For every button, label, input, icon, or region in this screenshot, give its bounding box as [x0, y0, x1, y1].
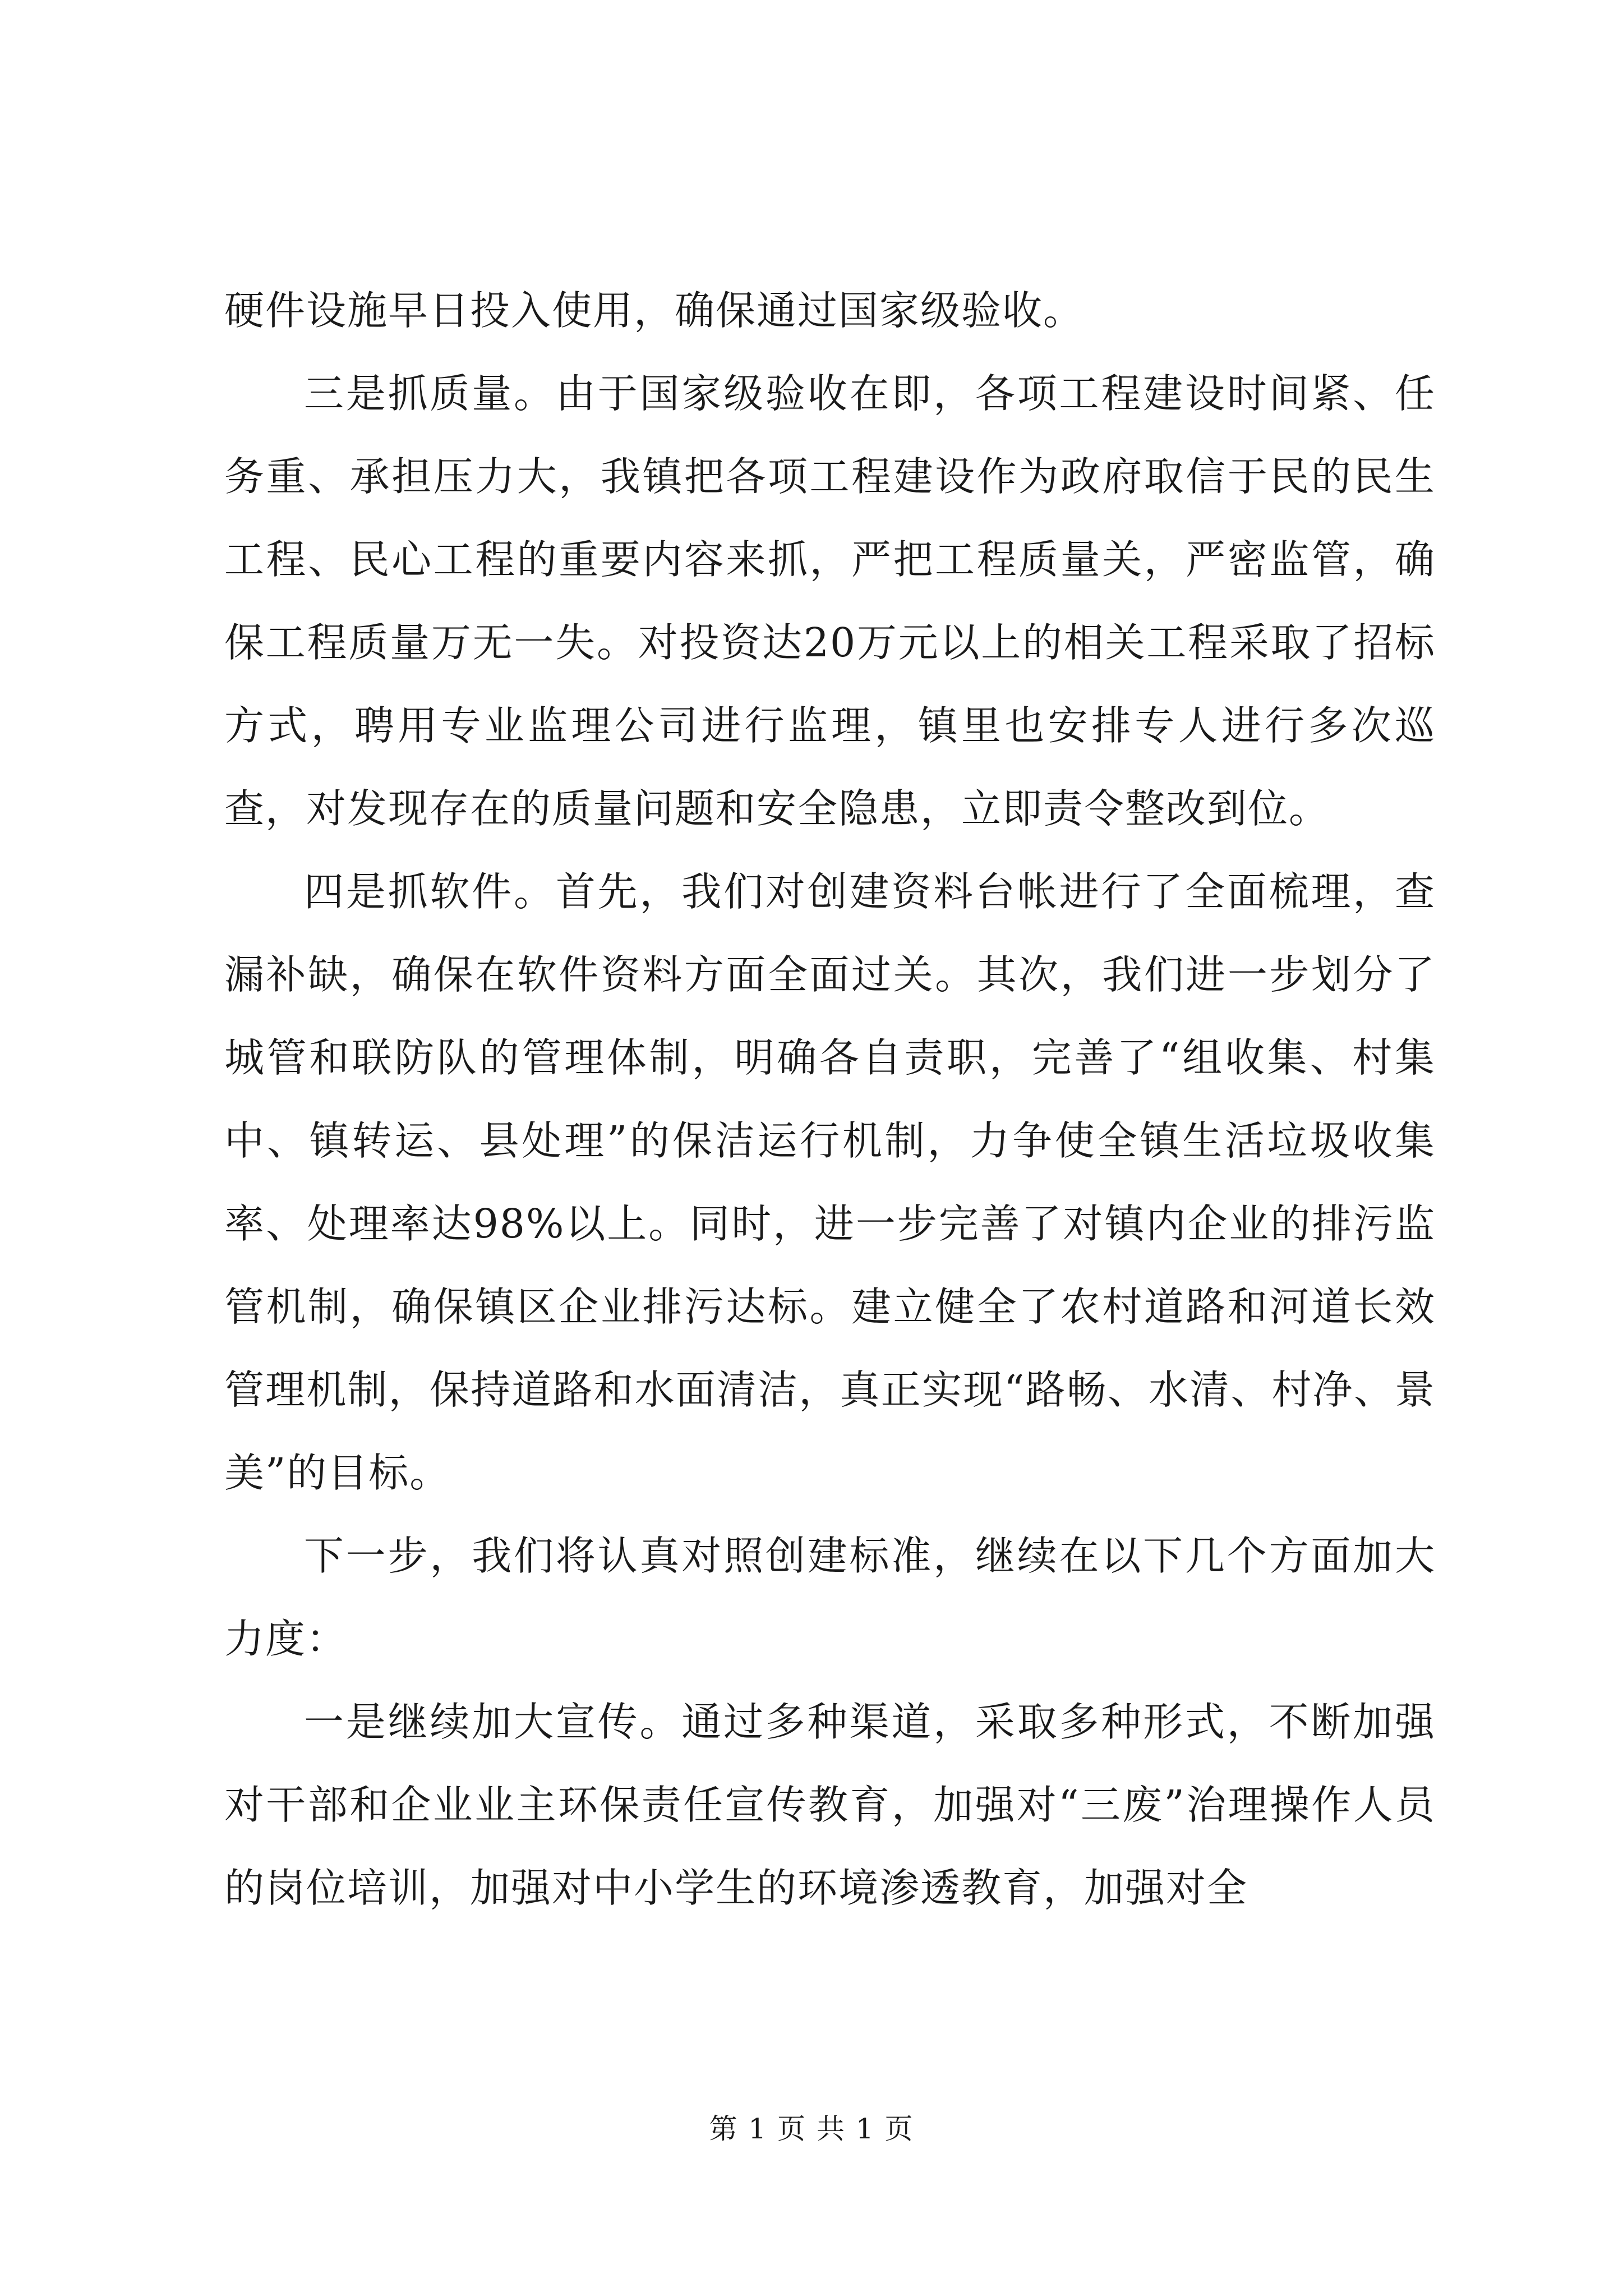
paragraph-1: 硬件设施早日投入使用，确保通过国家级验收。 [224, 287, 1085, 334]
page-footer [0, 2109, 1623, 2148]
paragraph-4: 下一步，我们将认真对照创建标准，继续在以下几个方面加大力度： [224, 1533, 1436, 1662]
page-number-label: 第 1 页 共 1 页 [709, 2113, 914, 2145]
paragraph-3: 四是抓软件。首先，我们对创建资料台帐进行了全面梳理，查漏补缺，确保在软件资料方面全面过关。其次，我们进一步划分了城管和联防队的管理体制，明确各自责职，完善了“组收集、村集中、镇转运、县处理”的保洁运行机制，力争使全镇生活垃圾收集率、处理率达98%以上。同时，进一步完善了对镇内企业的排污监管机制，确保镇区企业排污达标。建立健全了农村道路和河道长效管理机制，保持道路和水面清洁，真正实现“路畅、水清、村净、景美”的目标。 [224, 868, 1436, 1496]
paragraph-2: 三是抓质量。由于国家级验收在即，各项工程建设时间紧、任务重、承担压力大，我镇把各项工程建设作为政府取信于民的民生工程、民心工程的重要内容来抓，严把工程质量关，严密监管，确保工程质量万无一失。对投资达20万元以上的相关工程采取了招标方式，聘用专业监理公司进行监理，镇里也安排专人进行多次巡查，对发现存在的质量问题和安全隐患，立即责令整改到位。 [224, 370, 1436, 832]
paragraph-5: 一是继续加大宣传。通过多种渠道，采取多种形式，不断加强对干部和企业业主环保责任宣传教育，加强对“三废”治理操作人员的岗位培训，加强对中小学生的环境渗透教育，加强对全 [224, 1699, 1436, 1911]
document-body [224, 269, 1436, 1930]
